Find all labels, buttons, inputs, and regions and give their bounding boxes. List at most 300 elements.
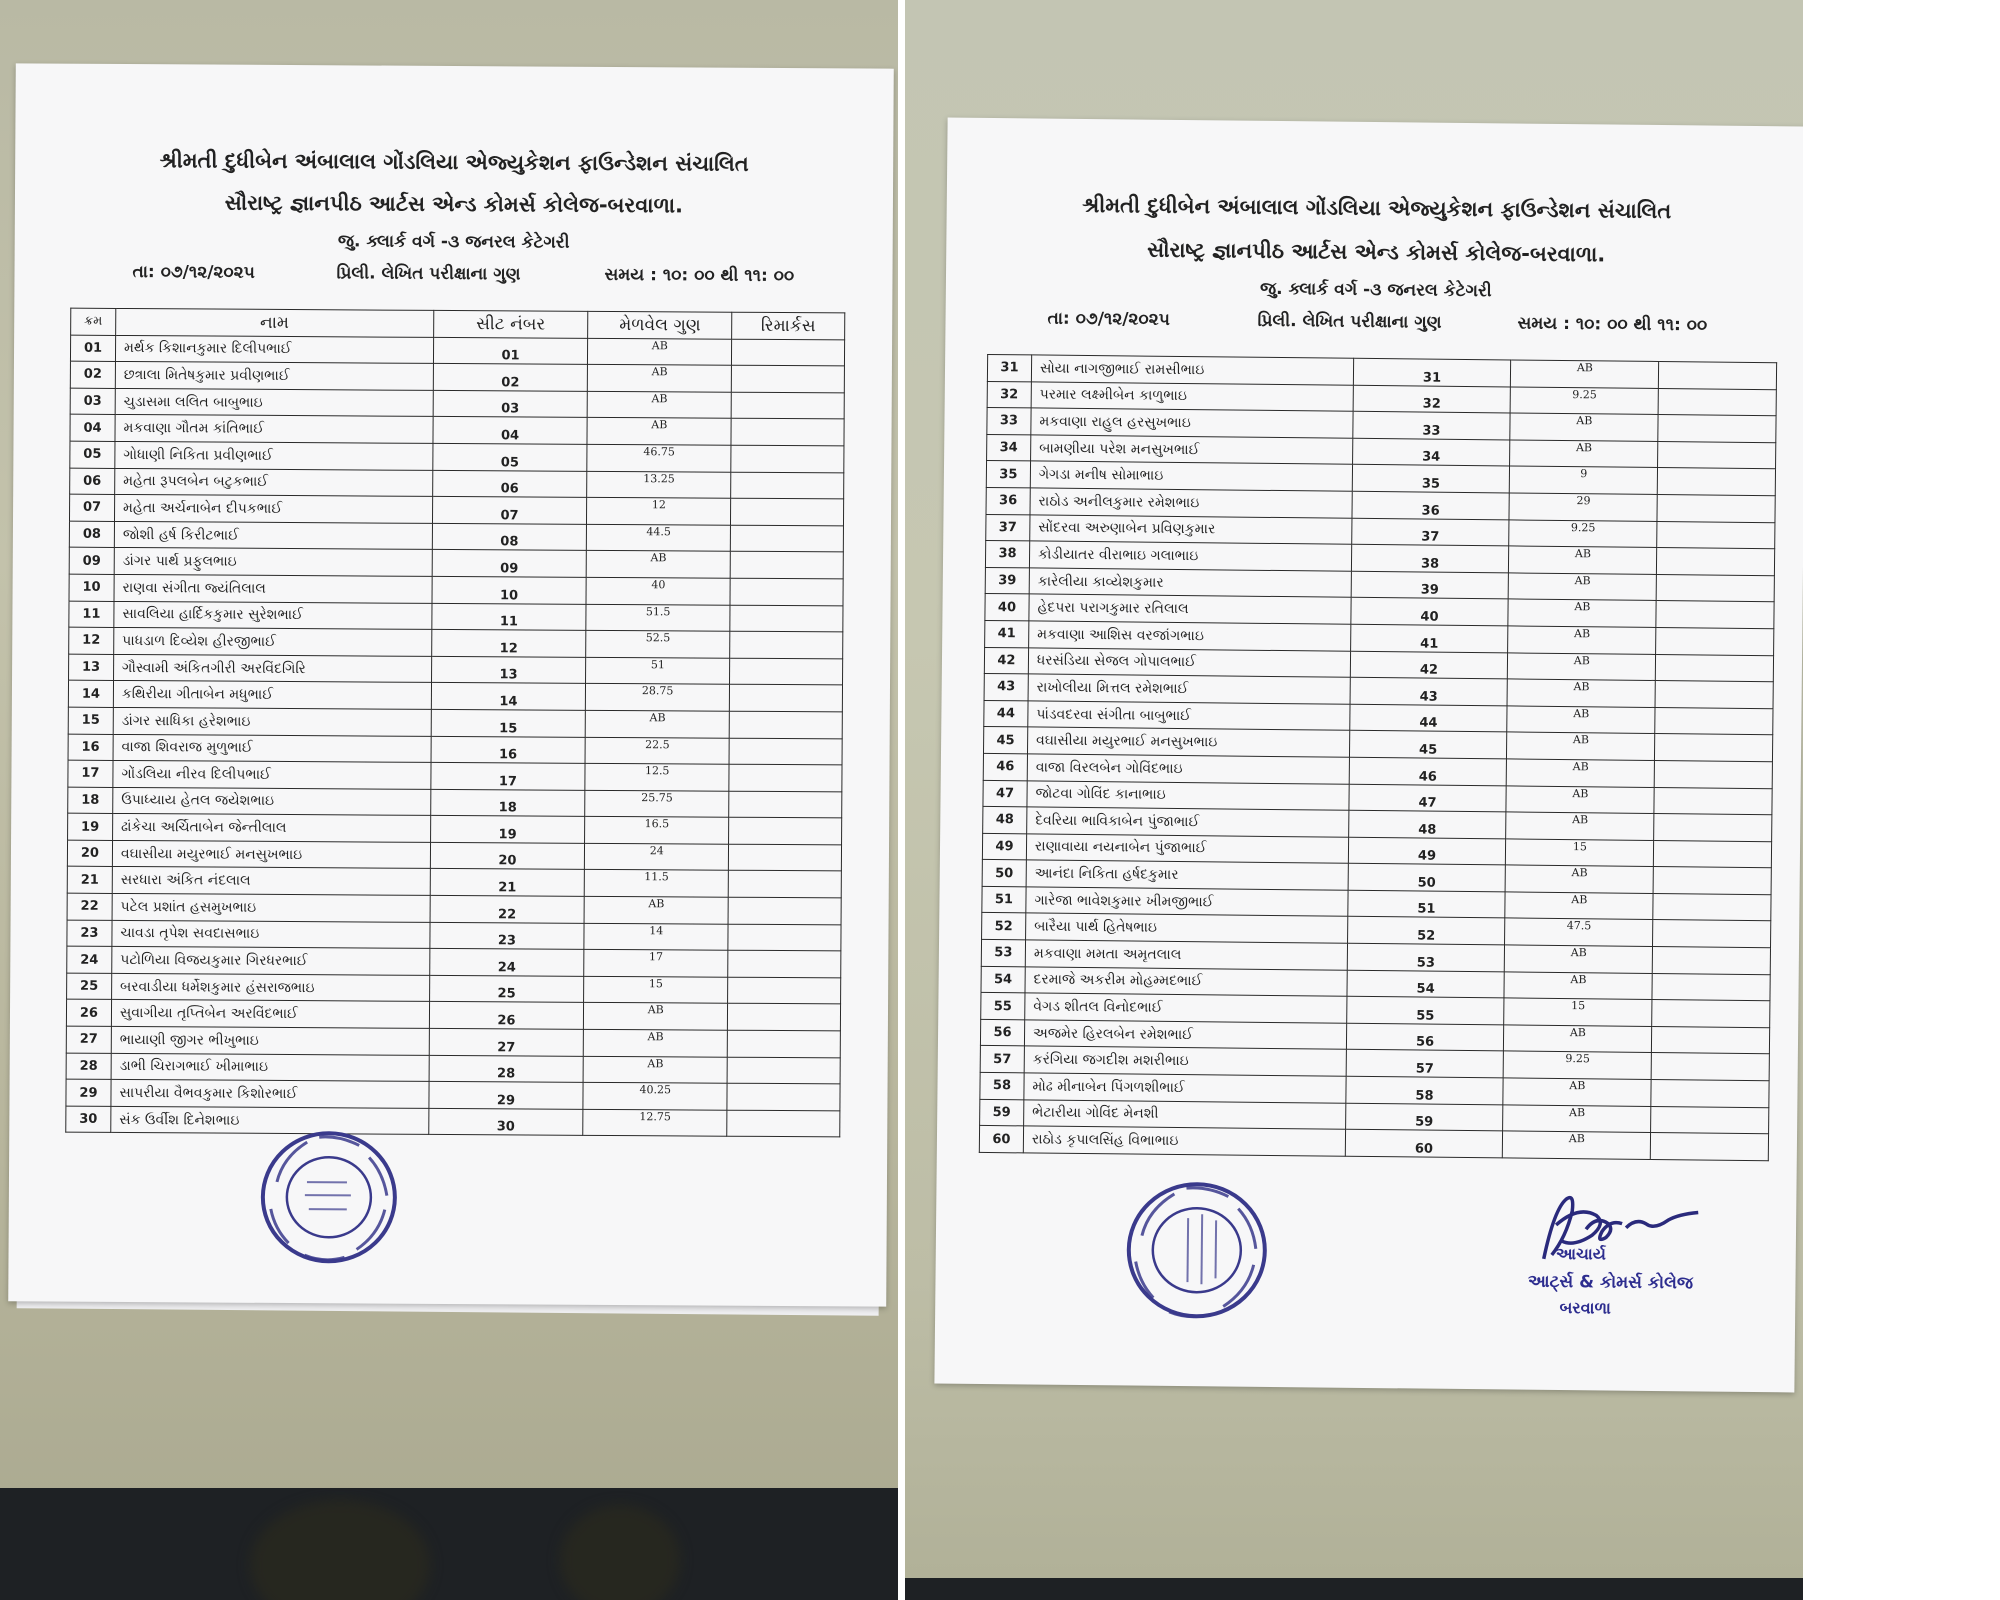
row-sr: 37 xyxy=(986,514,1030,541)
row-remarks xyxy=(728,977,841,1004)
row-sr: 31 xyxy=(987,354,1031,381)
row-marks: AB xyxy=(583,1056,727,1083)
row-sr: 54 xyxy=(981,966,1025,993)
row-sr: 02 xyxy=(70,361,115,388)
row-sr: 47 xyxy=(983,780,1027,807)
row-remarks xyxy=(1655,654,1773,682)
row-remarks xyxy=(1659,361,1777,389)
row-remarks xyxy=(728,950,841,977)
row-seat: 55 xyxy=(1346,997,1504,1025)
row-remarks xyxy=(1657,521,1775,549)
row-marks: AB xyxy=(1505,945,1653,973)
row-name: ભેટારીયા ગોવિંદ મેનશી xyxy=(1024,1100,1346,1130)
row-marks: 22.5 xyxy=(585,737,729,764)
row-seat: 15 xyxy=(431,709,586,737)
row-name: ઉપાધ્યાય હેતલ જયેશભાઇ xyxy=(113,787,431,816)
row-sr: 32 xyxy=(987,381,1031,408)
row-marks: AB xyxy=(1507,732,1655,760)
row-marks: 52.5 xyxy=(586,630,730,657)
row-sr: 05 xyxy=(70,441,115,468)
row-sr: 48 xyxy=(983,807,1027,834)
row-seat: 50 xyxy=(1348,864,1506,892)
row-marks: AB xyxy=(588,338,732,365)
row-name: પાંડવદરવા સંગીતા બાબુભાઈ xyxy=(1028,701,1350,731)
row-seat: 34 xyxy=(1352,438,1510,466)
row-name: ગેગડા મનીષ સોમાભાઇ xyxy=(1030,461,1352,491)
row-sr: 12 xyxy=(69,627,114,654)
row-seat: 07 xyxy=(432,497,587,525)
row-sr: 20 xyxy=(67,840,112,867)
row-seat: 28 xyxy=(429,1055,584,1083)
row-seat: 25 xyxy=(429,975,584,1003)
row-seat: 40 xyxy=(1351,598,1509,626)
exam-date: તા: ૦૭/૧૨/૨૦૨૫ xyxy=(1047,308,1170,330)
result-sheet-left xyxy=(8,63,894,1306)
row-marks: 25.75 xyxy=(585,790,729,817)
row-marks: AB xyxy=(587,418,731,445)
row-marks: AB xyxy=(1504,972,1652,1000)
row-seat: 36 xyxy=(1352,491,1510,519)
row-seat: 02 xyxy=(433,364,588,392)
row-seat: 47 xyxy=(1349,784,1507,812)
row-sr: 19 xyxy=(68,813,113,840)
row-marks: 29 xyxy=(1509,493,1657,521)
row-sr: 14 xyxy=(68,680,113,707)
row-marks: AB xyxy=(584,896,728,923)
row-name: દરમાજે અકરીમ મોહમ્મદભાઈ xyxy=(1025,967,1347,997)
row-seat: 06 xyxy=(432,470,587,498)
row-marks: AB xyxy=(588,365,732,392)
row-name: બરવાડીયા ધર્મેશકુમાર હંસરાજભાઇ xyxy=(112,973,430,1002)
college-stamp xyxy=(256,1127,402,1268)
row-name: પટોળિયા વિજયકુમાર ગિરધરભાઈ xyxy=(112,947,430,976)
row-marks: AB xyxy=(1504,1025,1652,1053)
row-sr: 35 xyxy=(986,461,1030,488)
row-sr: 09 xyxy=(69,548,114,575)
row-sr: 17 xyxy=(68,760,113,787)
row-sr: 18 xyxy=(68,787,113,814)
row-remarks xyxy=(730,658,843,685)
row-remarks xyxy=(729,711,842,738)
row-sr: 21 xyxy=(67,867,112,894)
row-name: મહેતા અર્ચનાબેન દીપકભાઈ xyxy=(114,495,432,524)
row-sr: 49 xyxy=(982,833,1026,860)
row-sr: 60 xyxy=(979,1126,1023,1153)
row-marks: AB xyxy=(584,1003,728,1030)
row-sr: 45 xyxy=(983,727,1027,754)
row-seat: 31 xyxy=(1353,358,1511,386)
row-remarks xyxy=(1654,760,1772,788)
row-seat: 04 xyxy=(433,417,588,445)
row-marks: 9.25 xyxy=(1509,519,1657,547)
row-marks: AB xyxy=(1503,1105,1651,1133)
row-sr: 43 xyxy=(984,674,1028,701)
row-seat: 21 xyxy=(430,869,585,897)
row-seat: 38 xyxy=(1351,544,1509,572)
row-name: ચુડાસમા લલિત બાબુભાઇ xyxy=(115,388,433,417)
row-marks: 9 xyxy=(1510,466,1658,494)
row-seat: 12 xyxy=(431,630,586,658)
row-sr: 59 xyxy=(980,1099,1024,1126)
result-sheet-right xyxy=(934,118,1803,1393)
row-sr: 44 xyxy=(984,700,1028,727)
row-seat: 20 xyxy=(430,842,585,870)
row-seat: 53 xyxy=(1347,943,1505,971)
row-name: સરધારા અંકિત નંદલાલ xyxy=(112,867,430,896)
row-marks: AB xyxy=(1507,759,1655,787)
row-marks: AB xyxy=(587,551,731,578)
row-sr: 06 xyxy=(70,468,115,495)
row-name: પાધડાળ દિવ્યેશ હીરજીભાઈ xyxy=(114,628,432,657)
row-sr: 30 xyxy=(66,1106,111,1133)
row-seat: 30 xyxy=(428,1108,583,1136)
row-name: ડાંગર સાધિકા હરેશભાઇ xyxy=(113,707,431,736)
row-name: મોઢ મીનાબેન પિંગળશીભાઈ xyxy=(1024,1073,1346,1103)
row-remarks xyxy=(729,817,842,844)
row-remarks xyxy=(730,578,843,605)
post-heading: જુ. ક્લાર્ક વર્ગ -૩ જનરલ કેટેગરી xyxy=(337,231,570,253)
post-heading: જુ. ક્લાર્ક વર્ગ -૩ જનરલ કેટેગરી xyxy=(1259,278,1492,302)
row-name: સુવાગીયા તૃપ્તિબેન અરવિંદભાઈ xyxy=(111,1000,429,1029)
row-sr: 34 xyxy=(987,434,1031,461)
row-sr: 42 xyxy=(984,647,1028,674)
row-seat: 11 xyxy=(431,603,586,631)
row-name: સોયા નાગજીભાઈ રામસીભાઇ xyxy=(1031,355,1353,385)
row-name: સોંદરવા અરુણાબેન પ્રવિણકુમાર xyxy=(1030,514,1352,544)
row-sr: 24 xyxy=(67,946,112,973)
row-name: ગોંડલિયા નીરવ દિલીપભાઈ xyxy=(113,761,431,790)
row-seat: 01 xyxy=(433,337,588,365)
row-remarks xyxy=(729,791,842,818)
row-remarks xyxy=(728,1004,841,1031)
row-marks: 11.5 xyxy=(585,870,729,897)
row-name: રાખોલીયા મિત્તલ રમેશભાઈ xyxy=(1028,674,1350,704)
col-sr: ક્રમ xyxy=(71,308,116,335)
row-marks: 24 xyxy=(585,843,729,870)
row-marks: AB xyxy=(1505,892,1653,920)
row-seat: 03 xyxy=(433,390,588,418)
row-name: વઘાસીયા મયુરભાઈ મનસુખભાઇ xyxy=(112,840,430,869)
row-name: મકવાણા મમતા અમૃતલાલ xyxy=(1025,940,1347,970)
row-sr: 52 xyxy=(982,913,1026,940)
row-remarks xyxy=(732,339,845,366)
row-seat: 59 xyxy=(1345,1103,1503,1131)
row-marks: AB xyxy=(1503,1078,1651,1106)
floor-shadow xyxy=(0,1488,898,1600)
row-remarks xyxy=(1652,1026,1770,1054)
row-remarks xyxy=(731,419,844,446)
row-name: જોટવા ગોવિંદ કાનાભાઇ xyxy=(1027,780,1349,810)
row-remarks xyxy=(731,472,844,499)
row-marks: 17 xyxy=(584,950,728,977)
row-sr: 46 xyxy=(983,753,1027,780)
row-name: વઘાસીયા મયુરભાઈ મનસુખભાઇ xyxy=(1027,727,1349,757)
row-remarks xyxy=(1654,840,1772,868)
marks-table-left xyxy=(65,308,845,1138)
row-marks: 16.5 xyxy=(585,817,729,844)
row-name: ભાયાણી જીગર ભીખુભાઇ xyxy=(111,1026,429,1055)
trust-heading: શ્રીમતી દુધીબેન અંબાલાલ ગોંડલિયા એજ્યુકેશન ફાઉન્ડેશન સંચાલિત xyxy=(159,148,749,176)
row-marks: AB xyxy=(1507,706,1655,734)
row-name: પરમાર લક્ષ્મીબેન કાળુભાઇ xyxy=(1031,382,1353,412)
row-sr: 03 xyxy=(70,388,115,415)
exam-title: પ્રિલી. લેખિત પરીક્ષાના ગુણ xyxy=(1257,310,1442,333)
row-marks: AB xyxy=(1511,360,1659,388)
row-marks: 44.5 xyxy=(587,524,731,551)
row-seat: 60 xyxy=(1345,1129,1503,1157)
row-name: કથિરીયા ગીતાબેન મધુભાઈ xyxy=(113,681,431,710)
row-name: મકવાણા આશિસ વરજાંગભાઇ xyxy=(1029,621,1351,651)
row-seat: 46 xyxy=(1349,757,1507,785)
row-remarks xyxy=(1656,601,1774,629)
row-seat: 18 xyxy=(430,789,585,817)
row-seat: 29 xyxy=(429,1082,584,1110)
col-marks: મેળવેલ ગુણ xyxy=(588,311,732,338)
row-remarks xyxy=(728,897,841,924)
row-seat: 05 xyxy=(432,443,587,471)
row-seat: 45 xyxy=(1349,731,1507,759)
row-marks: 28.75 xyxy=(586,684,730,711)
row-remarks xyxy=(1653,893,1771,921)
row-marks: AB xyxy=(1509,546,1657,574)
row-name: સાવલિયા હાર્દિકકુમાર સુરેશભાઈ xyxy=(114,601,432,630)
row-name: મહેતા રૂપલબેન બટુકભાઈ xyxy=(115,468,433,497)
row-remarks xyxy=(730,525,843,552)
row-marks: AB xyxy=(1509,573,1657,601)
row-sr: 28 xyxy=(66,1053,111,1080)
col-remarks: રિમાર્કસ xyxy=(732,312,845,339)
row-name: ડાંગર પાર્થ પ્રફુલભાઇ xyxy=(114,548,432,577)
row-name: કોડીયાતર વીરાભાઇ ગલાભાઇ xyxy=(1029,541,1351,571)
row-remarks xyxy=(731,365,844,392)
row-sr: 53 xyxy=(981,939,1025,966)
row-sr: 50 xyxy=(982,860,1026,887)
row-marks: 47.5 xyxy=(1505,918,1653,946)
row-seat: 35 xyxy=(1352,465,1510,493)
row-sr: 55 xyxy=(981,993,1025,1020)
row-seat: 42 xyxy=(1350,651,1508,679)
row-marks: 15 xyxy=(1506,839,1654,867)
row-sr: 25 xyxy=(67,973,112,1000)
row-seat: 33 xyxy=(1353,411,1511,439)
row-marks: 15 xyxy=(584,976,728,1003)
row-name: બામણીયા પરેશ મનસુખભાઈ xyxy=(1031,435,1353,465)
row-name: ચાવડા તૃપેશ સવદાસભાઇ xyxy=(112,920,430,949)
row-seat: 17 xyxy=(431,762,586,790)
row-marks: AB xyxy=(1508,652,1656,680)
row-seat: 16 xyxy=(431,736,586,764)
college-stamp xyxy=(1121,1177,1273,1324)
photo-right xyxy=(905,0,1803,1600)
principal-title: આચાર્ય xyxy=(1555,1243,1606,1264)
row-name: સંક ઉર્વીશ દિનેશભાઇ xyxy=(111,1106,429,1135)
row-name: રાણાવાયા નયનાબેન પુંજાભાઈ xyxy=(1026,834,1348,864)
row-name: વાજા વિરલબેન ગોવિંદભાઇ xyxy=(1027,754,1349,784)
row-sr: 15 xyxy=(68,707,113,734)
row-name: જોશી હર્ષ કિરીટભાઈ xyxy=(114,521,432,550)
row-remarks xyxy=(1652,1000,1770,1028)
row-seat: 24 xyxy=(429,949,584,977)
row-remarks xyxy=(730,631,843,658)
row-marks: 51 xyxy=(586,657,730,684)
row-sr: 22 xyxy=(67,893,112,920)
row-marks: 9.25 xyxy=(1504,1051,1652,1079)
row-seat: 58 xyxy=(1346,1076,1504,1104)
row-sr: 51 xyxy=(982,886,1026,913)
row-name: મકવાણા રાહુલ હરસુખભાઇ xyxy=(1031,408,1353,438)
row-name: સાપરીયા વૈભવકુમાર કિશોરભાઈ xyxy=(111,1080,429,1109)
row-marks: AB xyxy=(1506,865,1654,893)
row-name: કારેલીયા કાવ્યેશકુમાર xyxy=(1029,568,1351,598)
row-marks: 9.25 xyxy=(1511,387,1659,415)
row-sr: 58 xyxy=(980,1072,1024,1099)
row-remarks xyxy=(1651,1106,1769,1134)
row-seat: 08 xyxy=(432,523,587,551)
trust-heading: શ્રીમતી દુધીબેન અંબાલાલ ગોંડલિયા એજ્યુકેશન ફાઉન્ડેશન સંચાલિત xyxy=(1082,192,1672,224)
row-name: આનંદા નિકિતા હર્ષદકુમાર xyxy=(1026,860,1348,890)
principal-place: બરવાળા xyxy=(1559,1298,1612,1318)
row-marks: 12 xyxy=(587,497,731,524)
row-remarks xyxy=(729,764,842,791)
row-seat: 23 xyxy=(430,922,585,950)
exam-time: સમય : ૧૦: ૦૦ થી ૧૧: ૦૦ xyxy=(604,264,795,287)
row-sr: 10 xyxy=(69,574,114,601)
photo-left xyxy=(0,0,898,1600)
row-name: વાજા શિવરાજ મુળુભાઈ xyxy=(113,734,431,763)
row-seat: 41 xyxy=(1350,624,1508,652)
row-marks: 12.5 xyxy=(585,763,729,790)
row-remarks xyxy=(1658,388,1776,416)
row-marks: 14 xyxy=(584,923,728,950)
row-name: અજમેર હિરલબેન રમેશભાઈ xyxy=(1024,1020,1346,1050)
row-sr: 08 xyxy=(69,521,114,548)
row-remarks xyxy=(1653,867,1771,895)
exam-title: પ્રિલી. લેખિત પરીક્ષાના ગુણ xyxy=(336,263,521,285)
row-seat: 22 xyxy=(430,895,585,923)
row-marks: AB xyxy=(1507,679,1655,707)
row-remarks xyxy=(1652,973,1770,1001)
row-seat: 51 xyxy=(1348,890,1506,918)
marks-table-right xyxy=(979,354,1777,1161)
row-remarks xyxy=(1651,1079,1769,1107)
row-remarks xyxy=(1656,627,1774,655)
row-name: ધરસંડિયા સેજલ ગોપાલભાઈ xyxy=(1028,647,1350,677)
row-sr: 23 xyxy=(67,920,112,947)
row-remarks xyxy=(730,605,843,632)
row-seat: 56 xyxy=(1346,1023,1504,1051)
row-remarks xyxy=(1654,787,1772,815)
row-sr: 27 xyxy=(66,1026,111,1053)
row-marks: AB xyxy=(1510,440,1658,468)
row-seat: 09 xyxy=(432,550,587,578)
row-remarks xyxy=(727,1030,840,1057)
row-sr: 29 xyxy=(66,1079,111,1106)
table-row xyxy=(66,1106,840,1137)
row-name: વેગડ શીતલ વિનોદભાઈ xyxy=(1025,993,1347,1023)
row-remarks xyxy=(728,871,841,898)
row-name: ગૌસ્વામી અંકિતગીરી અરવિંદગિરિ xyxy=(113,654,431,683)
row-name: ગોધાણી નિકિતા પ્રવીણભાઈ xyxy=(115,441,433,470)
college-heading: સૌરાષ્ટ્ર જ્ઞાનપીઠ આર્ટસ એન્ડ કોમર્સ કોલેજ-બરવાળા. xyxy=(1147,237,1606,267)
row-marks: 13.25 xyxy=(587,471,731,498)
col-seat: સીટ નંબર xyxy=(433,310,588,338)
row-marks: 12.75 xyxy=(583,1109,727,1136)
row-name: ડાભી ચિરાગભાઈ ખીમાભાઇ xyxy=(111,1053,429,1082)
row-name: ઢાંકેચા અર્ચિતાબેન જેન્તીલાલ xyxy=(112,814,430,843)
row-sr: 07 xyxy=(69,494,114,521)
row-marks: AB xyxy=(1506,785,1654,813)
row-name: બારૈયા પાર્થ હિતેષભાઇ xyxy=(1025,913,1347,943)
row-seat: 14 xyxy=(431,683,586,711)
row-marks: 51.5 xyxy=(586,604,730,631)
row-sr: 40 xyxy=(985,594,1029,621)
row-remarks xyxy=(727,1083,840,1110)
row-seat: 13 xyxy=(431,656,586,684)
row-remarks xyxy=(729,685,842,712)
row-name: મર્થક કિશાનકુમાર દિલીપભાઈ xyxy=(115,335,433,364)
row-sr: 01 xyxy=(70,335,115,362)
row-marks: AB xyxy=(1508,626,1656,654)
row-marks: AB xyxy=(1510,413,1658,441)
row-remarks xyxy=(1655,734,1773,762)
row-seat: 57 xyxy=(1346,1050,1504,1078)
row-name: રાઠોડ કૃપાલસિંહ વિભાભાઇ xyxy=(1023,1126,1345,1156)
row-name: કરંગિયા જગદીશ મશરીભાઇ xyxy=(1024,1046,1346,1076)
row-remarks xyxy=(1655,707,1773,735)
row-sr: 13 xyxy=(69,654,114,681)
row-sr: 33 xyxy=(987,408,1031,435)
row-remarks xyxy=(1657,468,1775,496)
exam-time: સમય : ૧૦: ૦૦ થી ૧૧: ૦૦ xyxy=(1517,313,1708,336)
col-name: નામ xyxy=(116,308,434,337)
row-marks: AB xyxy=(1503,1131,1651,1159)
row-marks: 40 xyxy=(586,577,730,604)
row-marks: 46.75 xyxy=(587,444,731,471)
row-remarks xyxy=(1658,441,1776,469)
row-sr: 41 xyxy=(985,620,1029,647)
row-seat: 48 xyxy=(1348,810,1506,838)
row-remarks xyxy=(1650,1133,1768,1161)
row-remarks xyxy=(731,392,844,419)
row-remarks xyxy=(1657,548,1775,576)
row-seat: 32 xyxy=(1353,385,1511,413)
row-name: પટેલ પ્રશાંત હસમુખભાઇ xyxy=(112,893,430,922)
row-sr: 16 xyxy=(68,734,113,761)
row-remarks xyxy=(728,924,841,951)
row-remarks xyxy=(1657,494,1775,522)
row-sr: 11 xyxy=(69,601,114,628)
row-remarks xyxy=(731,498,844,525)
principal-college: આર્ટ્સ & કોમર્સ કોલેજ xyxy=(1527,1271,1694,1294)
row-marks: AB xyxy=(586,710,730,737)
row-sr: 38 xyxy=(985,541,1029,568)
row-marks: AB xyxy=(587,391,731,418)
row-seat: 10 xyxy=(432,576,587,604)
row-seat: 49 xyxy=(1348,837,1506,865)
row-remarks xyxy=(1655,681,1773,709)
row-sr: 57 xyxy=(980,1046,1024,1073)
floor-shadow xyxy=(905,1578,1803,1600)
row-remarks xyxy=(727,1057,840,1084)
row-sr: 56 xyxy=(980,1019,1024,1046)
row-marks: AB xyxy=(1508,599,1656,627)
row-name: દેવરિયા ભાવિકાબેન પુંજાભાઈ xyxy=(1027,807,1349,837)
row-seat: 54 xyxy=(1347,970,1505,998)
row-marks: 15 xyxy=(1504,998,1652,1026)
row-remarks xyxy=(1651,1053,1769,1081)
row-marks: AB xyxy=(1506,812,1654,840)
row-sr: 36 xyxy=(986,487,1030,514)
